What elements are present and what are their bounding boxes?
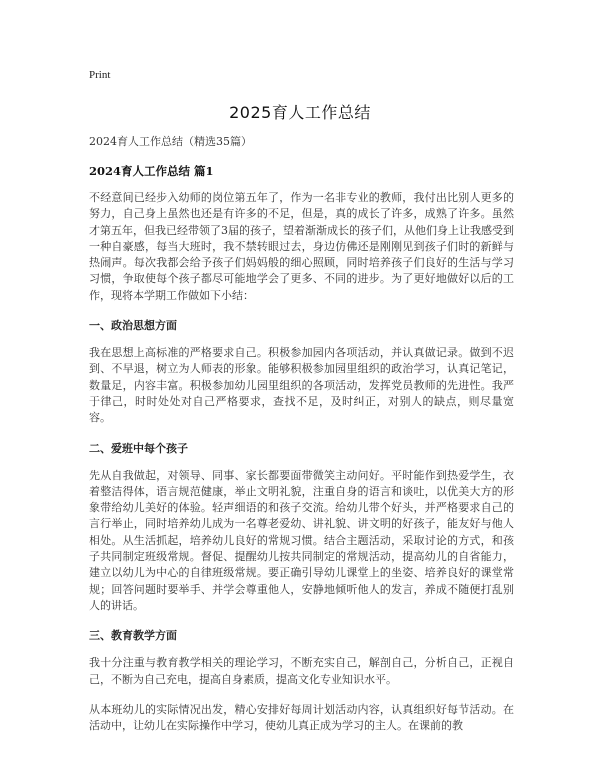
section-paragraph-care: 先从自我做起，对领导、同事、家长都要面带微笑主动问好。平时能作到热爱学生，衣着整洁得体，语言规范健康，举止文明礼貌，注重自身的语言和谈吐，以优美大方的形象带给幼儿美好的体验。轻声细语的和孩子交流。给幼儿带个好头，并严格要求自己的言行举止，同时培养幼儿成为一名尊老爱幼、讲礼貌、讲文明的好孩子，能友好与他人相处。从生活抓起，培养幼儿良好的常规习惯。结合主题活动，采取讨论的方式，和孩子共同制定班级常规。督促、提醒幼儿按共同制定的常规活动，提高幼儿的自省能力，建立以幼儿为中心的自律班级常规。要正确引导幼儿课堂上的坐姿、培养良好的课堂常规；回答问题时要举手、并学会尊重他人，安静地倾听他人的发言，养成不随便打乱别人的讲话。 <box>89 468 514 612</box>
print-link[interactable]: Print <box>89 69 111 81</box>
intro-paragraph: 不经意间已经步入幼师的岗位第五年了，作为一名非专业的教师，我付出比别人更多的努力，自己身上虽然也还是有许多的不足，但是，真的成长了许多，成熟了许多。虽然才第五年，但我已经带领了3届的孩子，望着渐渐成长的孩子们，从他们身上让我感受到一种自豪感，每当大班时，我不禁转眼过去，身边仿佛还是刚刚见到孩子们时的新鲜与热闹声。每次我都会给予孩子们妈妈般的细心照顾，同时培养孩子们良好的生活与学习习惯，争取使每个孩子都尽可能地学会了更多、不同的进步。为了更好地做好以后的工作，现将本学期工作做如下小结： <box>89 191 514 302</box>
document-title: 2025育人工作总结 <box>229 103 371 122</box>
article-heading: 2024育人工作总结 篇1 <box>89 164 214 178</box>
document-subtitle: 2024育人工作总结（精选35篇） <box>89 135 252 148</box>
document-body <box>89 134 514 748</box>
section-heading-politics: 一、政治思想方面 <box>89 319 177 333</box>
section-paragraph-politics: 我在思想上高标准的严格要求自己。积极参加园内各项活动，并认真做记录。做到不迟到、不早退，树立为人师表的形象。能够积极参加园里组织的政治学习，认真记笔记，数量足，内容丰富。积极参加幼儿园里组织的各项活动，发挥党员教师的先进性。我严于律己，时时处处对自己严格要求，查找不足，及时纠正，对别人的缺点，则尽量宽容。 <box>89 346 514 425</box>
section-paragraph-teaching-1: 我十分注重与教育教学相关的理论学习，不断充实自己，解剖自己，分析自己，正视自己，不断为自己充电，提高自身素质，提高文化专业知识水平。 <box>89 656 514 686</box>
section-paragraph-teaching-2: 从本班幼儿的实际情况出发，精心安排好每周计划活动内容，认真组织好每节活动。在活动中，让幼儿在实际操作中学习，使幼儿真正成为学习的主人。在课前的教 <box>89 702 514 733</box>
section-heading-teaching: 三、教育教学方面 <box>89 629 177 643</box>
section-heading-care: 二、爱班中每个孩子 <box>89 441 188 455</box>
